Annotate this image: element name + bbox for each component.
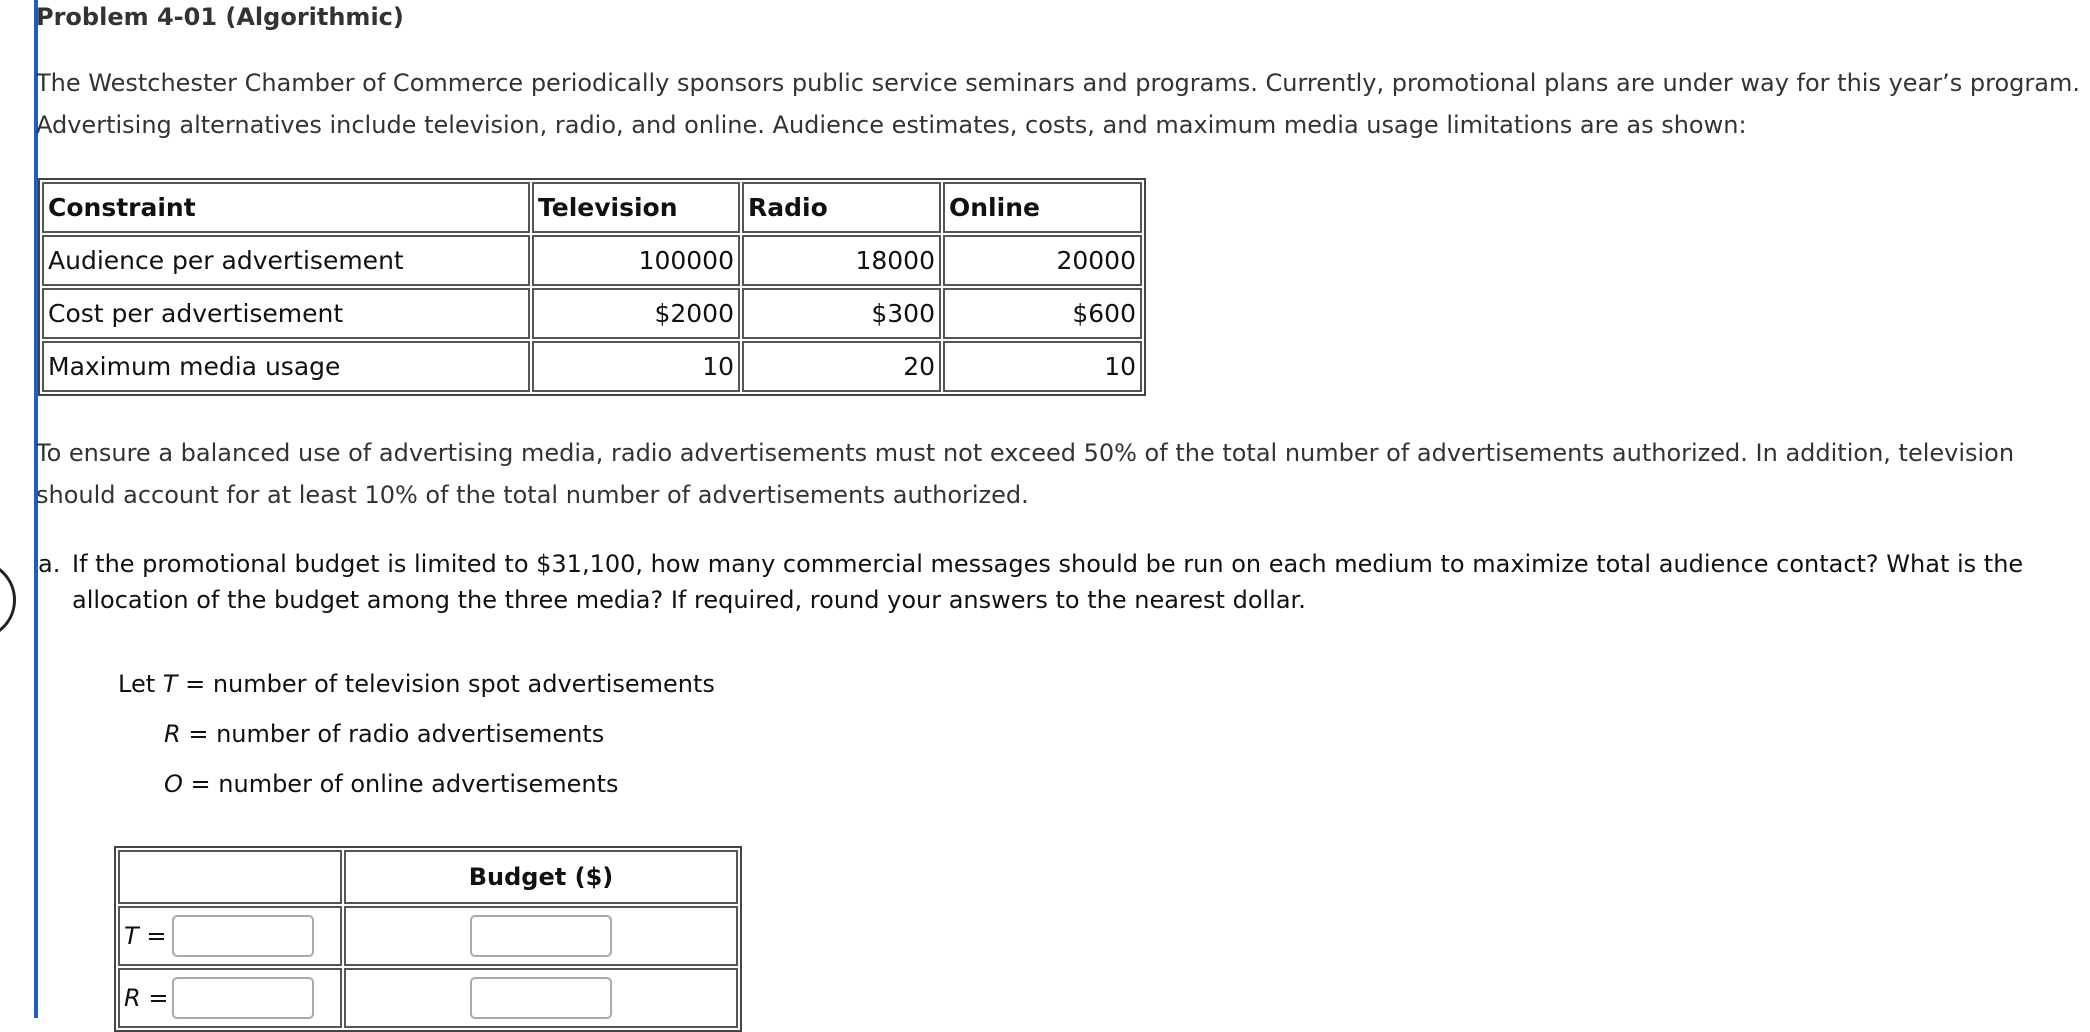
constraints-table bbox=[38, 178, 1146, 396]
variable-definitions bbox=[118, 666, 715, 816]
answer-header-blank bbox=[118, 850, 342, 904]
variable-symbol: T bbox=[162, 670, 178, 698]
header-constraint: Constraint bbox=[42, 182, 530, 233]
let-word: Let bbox=[118, 670, 156, 698]
variable-desc: = number of radio advertisements bbox=[188, 720, 605, 748]
table-row bbox=[42, 235, 1142, 286]
row-label: Cost per advertisement bbox=[42, 288, 530, 339]
answer-count-cell bbox=[118, 906, 342, 966]
answer-header-row bbox=[118, 850, 738, 904]
cell-online: 10 bbox=[943, 341, 1142, 392]
cell-online: 20000 bbox=[943, 235, 1142, 286]
table-header-row bbox=[42, 182, 1142, 233]
variable-symbol: O bbox=[164, 770, 183, 798]
problem-intro: The Westchester Chamber of Commerce periodically sponsors public service seminars and programs. Currently, promotional plans are under way for this year’s program. Advertising alternatives include television, radio, and online. Audience estimates, costs, and maximum media usage limitations are as shown: bbox=[36, 69, 2080, 139]
answer-row-t bbox=[118, 906, 738, 966]
cell-television: 10 bbox=[532, 341, 740, 392]
answer-var-symbol: T bbox=[124, 922, 139, 950]
variable-desc: = number of online advertisements bbox=[190, 770, 619, 798]
cell-radio: 20 bbox=[742, 341, 941, 392]
answer-var-label bbox=[124, 984, 172, 1012]
answer-table bbox=[114, 846, 742, 1032]
balance-constraint-text: To ensure a balanced use of advertising media, radio advertisements must not exceed 50% of the total number of advertisements authorized. In addition, television should account for at least 10% of the total number of advertisements authorized. bbox=[36, 439, 2015, 509]
answer-var-eq: = bbox=[148, 984, 169, 1012]
cell-television: 100000 bbox=[532, 235, 740, 286]
header-radio: Radio bbox=[742, 182, 941, 233]
table-row bbox=[42, 341, 1142, 392]
cell-television: $2000 bbox=[532, 288, 740, 339]
header-television: Television bbox=[532, 182, 740, 233]
answer-var-symbol: R bbox=[124, 984, 141, 1012]
answer-var-label bbox=[124, 922, 172, 950]
question-text: If the promotional budget is limited to $31,100, how many commercial messages should be run on each medium to maximize total audience contact? What is the allocation of the budget among the three media? If required, round your answers to the nearest dollar. bbox=[72, 550, 2024, 614]
variable-desc: = number of television spot advertisements bbox=[185, 670, 715, 698]
answer-count-cell bbox=[118, 968, 342, 1028]
variable-line-t bbox=[118, 666, 715, 716]
cell-radio: $300 bbox=[742, 288, 941, 339]
answer-row-r bbox=[118, 968, 738, 1028]
t-budget-input[interactable] bbox=[470, 915, 612, 957]
row-label: Audience per advertisement bbox=[42, 235, 530, 286]
variable-symbol: R bbox=[164, 720, 181, 748]
variable-line-o bbox=[118, 766, 715, 816]
question-a bbox=[38, 546, 2078, 618]
row-label: Maximum media usage bbox=[42, 341, 530, 392]
table-row bbox=[42, 288, 1142, 339]
t-count-input[interactable] bbox=[172, 915, 314, 957]
variable-line-r bbox=[118, 716, 715, 766]
header-online: Online bbox=[943, 182, 1142, 233]
cell-radio: 18000 bbox=[742, 235, 941, 286]
r-budget-input[interactable] bbox=[470, 977, 612, 1019]
answer-var-eq: = bbox=[146, 922, 167, 950]
problem-title: Problem 4-01 (Algorithmic) bbox=[36, 3, 404, 31]
answer-budget-cell bbox=[344, 906, 738, 966]
partial-circle-icon bbox=[0, 560, 16, 640]
r-count-input[interactable] bbox=[172, 977, 314, 1019]
question-marker: a. bbox=[38, 550, 61, 578]
cell-online: $600 bbox=[943, 288, 1142, 339]
answer-budget-cell bbox=[344, 968, 738, 1028]
answer-header-budget: Budget ($) bbox=[344, 850, 738, 904]
